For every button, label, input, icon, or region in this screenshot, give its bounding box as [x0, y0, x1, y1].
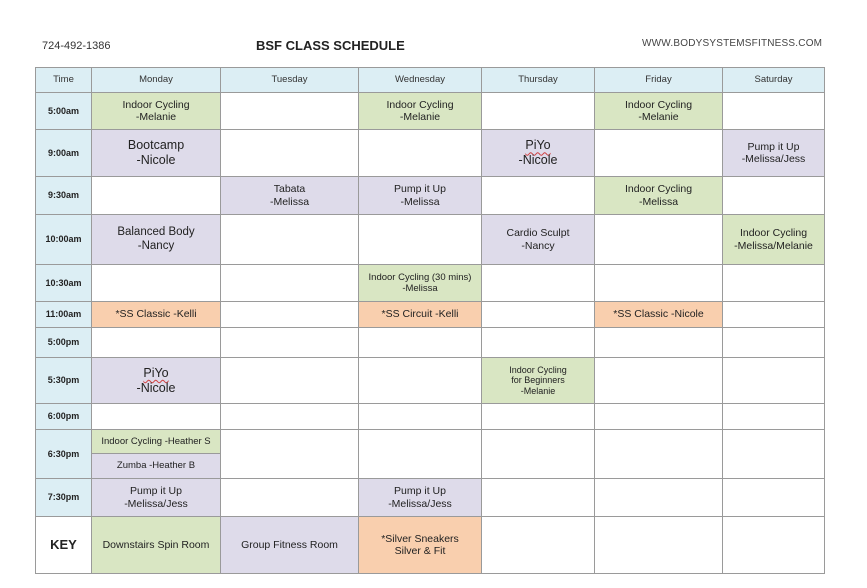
- empty-cell: [359, 130, 482, 177]
- instructor: -Melissa/Melanie: [734, 239, 813, 252]
- class-cell: [92, 130, 221, 177]
- class-name: Pump it Up: [130, 485, 182, 498]
- class-name: Zumba -Heather B: [116, 460, 196, 472]
- page-title: BSF CLASS SCHEDULE: [256, 38, 405, 53]
- key-group-fitness-room: [221, 517, 359, 574]
- instructor: -Melissa: [400, 195, 440, 208]
- row-6-30pm: [36, 430, 825, 454]
- empty-cell: [482, 479, 595, 517]
- class-name: Cardio Sculpt: [506, 227, 570, 240]
- class-name: Indoor Cycling: [386, 98, 454, 111]
- time-cell: 7:30pm: [36, 479, 92, 517]
- class-name: Indoor Cycling: [122, 98, 190, 111]
- instructor: -Melanie: [520, 385, 556, 396]
- empty-cell: [723, 404, 825, 430]
- time-cell: 11:00am: [36, 302, 92, 328]
- empty-cell: [482, 328, 595, 358]
- empty-cell: [723, 430, 825, 479]
- empty-cell: [359, 404, 482, 430]
- class-cell: [595, 177, 723, 215]
- empty-cell: [359, 328, 482, 358]
- class-cell: [92, 430, 221, 454]
- empty-cell: [723, 328, 825, 358]
- time-cell: 5:00am: [36, 93, 92, 130]
- row-7-30pm: [36, 479, 825, 517]
- class-name-line-2: for Beginners: [511, 375, 565, 386]
- instructor: -Melissa: [269, 195, 310, 208]
- col-header-tuesday: Tuesday: [221, 68, 359, 93]
- class-name: Indoor Cycling: [624, 98, 693, 111]
- blank-space: [723, 517, 825, 574]
- empty-cell: [359, 358, 482, 404]
- empty-cell: [482, 430, 595, 479]
- empty-cell: [595, 430, 723, 479]
- class-name: Pump it Up: [394, 485, 446, 498]
- class-schedule-table: [35, 67, 825, 574]
- class-name: Indoor Cycling -Heather S: [101, 435, 211, 447]
- empty-cell: [221, 404, 359, 430]
- header-row: [36, 68, 825, 93]
- class-cell: [92, 358, 221, 404]
- key-text: Group Fitness Room: [241, 538, 338, 551]
- col-header-friday: Friday: [595, 68, 723, 93]
- empty-cell: [482, 302, 595, 328]
- instructor: -Melanie: [135, 111, 177, 123]
- empty-cell: [595, 265, 723, 302]
- class-cell: [595, 93, 723, 130]
- class-name: *SS Circuit -Kelli: [381, 308, 459, 321]
- row-5-00am: [36, 93, 825, 130]
- key-text: Downstairs Spin Room: [102, 538, 210, 551]
- class-cell: [723, 215, 825, 265]
- row-5-00pm: [36, 328, 825, 358]
- time-cell: 5:30pm: [36, 358, 92, 404]
- time-cell: 10:00am: [36, 215, 92, 265]
- empty-cell: [359, 215, 482, 265]
- empty-cell: [221, 479, 359, 517]
- class-cell: [92, 302, 221, 328]
- empty-cell: [92, 265, 221, 302]
- empty-cell: [595, 215, 723, 265]
- empty-cell: [482, 177, 595, 215]
- instructor: -Melanie: [399, 111, 441, 123]
- class-cell: [92, 479, 221, 517]
- class-cell: [92, 93, 221, 130]
- row-9-00am: [36, 130, 825, 177]
- time-cell: 9:00am: [36, 130, 92, 177]
- class-name: Indoor Cycling: [739, 227, 808, 240]
- empty-cell: [482, 265, 595, 302]
- phone-number: 724-492-1386: [42, 40, 111, 52]
- col-header-monday: Monday: [92, 68, 221, 93]
- instructor: -Nancy: [137, 239, 175, 252]
- class-name: PiYo: [143, 365, 169, 380]
- class-cell: [221, 177, 359, 215]
- class-name: Indoor Cycling (30 mins): [368, 271, 472, 283]
- key-label: KEY: [36, 517, 92, 574]
- class-cell: [359, 177, 482, 215]
- row-10-00am: [36, 215, 825, 265]
- empty-cell: [595, 358, 723, 404]
- class-cell: [92, 215, 221, 265]
- class-cell: [359, 93, 482, 130]
- class-cell: [482, 358, 595, 404]
- empty-cell: [482, 93, 595, 130]
- key-downstairs-spin-room: [92, 517, 221, 574]
- website-url: WWW.BODYSYSTEMSFITNESS.COM: [642, 38, 823, 49]
- empty-cell: [595, 404, 723, 430]
- class-cell: [359, 265, 482, 302]
- blank-space: [595, 517, 723, 574]
- instructor: -Nicole: [136, 380, 176, 395]
- class-name: Balanced Body: [117, 225, 195, 238]
- empty-cell: [482, 517, 595, 574]
- row-11-00am: [36, 302, 825, 328]
- class-name: Indoor Cycling: [624, 183, 693, 196]
- empty-cell: [723, 302, 825, 328]
- key-text: *Silver Sneakers: [381, 532, 459, 545]
- class-name: PiYo: [525, 138, 551, 153]
- instructor: -Melissa/Jess: [124, 497, 188, 510]
- class-cell: [482, 215, 595, 265]
- class-cell: [723, 130, 825, 177]
- empty-cell: [723, 479, 825, 517]
- key-text-line-2: Silver & Fit: [394, 545, 446, 557]
- col-header-wednesday: Wednesday: [359, 68, 482, 93]
- row-10-30am: [36, 265, 825, 302]
- instructor: -Melissa/Jess: [741, 153, 806, 165]
- empty-cell: [595, 130, 723, 177]
- empty-cell: [92, 404, 221, 430]
- time-cell: 6:30pm: [36, 430, 92, 479]
- empty-cell: [221, 215, 359, 265]
- class-name: Indoor Cycling: [509, 364, 567, 375]
- class-cell: [482, 130, 595, 177]
- class-cell: [595, 302, 723, 328]
- class-cell: [359, 302, 482, 328]
- instructor: -Melissa/Jess: [388, 497, 452, 510]
- row-5-30pm: [36, 358, 825, 404]
- row-6-00pm: [36, 404, 825, 430]
- empty-cell: [92, 177, 221, 215]
- instructor: -Melanie: [638, 111, 679, 123]
- empty-cell: [221, 130, 359, 177]
- instructor: -Melissa: [638, 195, 679, 208]
- key-silver-sneakers: [359, 517, 482, 574]
- empty-cell: [723, 358, 825, 404]
- empty-cell: [595, 479, 723, 517]
- instructor: -Nancy: [521, 239, 555, 252]
- col-header-thursday: Thursday: [482, 68, 595, 93]
- class-cell: [92, 454, 221, 479]
- class-cell: [359, 479, 482, 517]
- class-name: *SS Classic -Nicole: [613, 308, 704, 321]
- instructor: -Melissa: [402, 283, 438, 294]
- empty-cell: [221, 430, 359, 479]
- instructor: -Nicole: [136, 153, 176, 167]
- time-cell: 9:30am: [36, 177, 92, 215]
- empty-cell: [359, 430, 482, 479]
- empty-cell: [723, 265, 825, 302]
- empty-cell: [595, 328, 723, 358]
- time-cell: 10:30am: [36, 265, 92, 302]
- time-cell: 5:00pm: [36, 328, 92, 358]
- class-name: Bootcamp: [127, 138, 185, 153]
- empty-cell: [221, 302, 359, 328]
- key-row: [36, 517, 825, 574]
- col-header-time: Time: [36, 68, 92, 93]
- empty-cell: [221, 265, 359, 302]
- class-name: Pump it Up: [747, 140, 800, 153]
- class-name: *SS Classic -Kelli: [115, 308, 197, 321]
- empty-cell: [221, 93, 359, 130]
- empty-cell: [221, 328, 359, 358]
- empty-cell: [482, 404, 595, 430]
- class-name: Tabata: [273, 183, 306, 196]
- class-name: Pump it Up: [394, 183, 446, 196]
- row-9-30am: [36, 177, 825, 215]
- empty-cell: [723, 177, 825, 215]
- col-header-saturday: Saturday: [723, 68, 825, 93]
- instructor: -Nicole: [518, 153, 558, 167]
- empty-cell: [723, 93, 825, 130]
- empty-cell: [221, 358, 359, 404]
- empty-cell: [92, 328, 221, 358]
- time-cell: 6:00pm: [36, 404, 92, 430]
